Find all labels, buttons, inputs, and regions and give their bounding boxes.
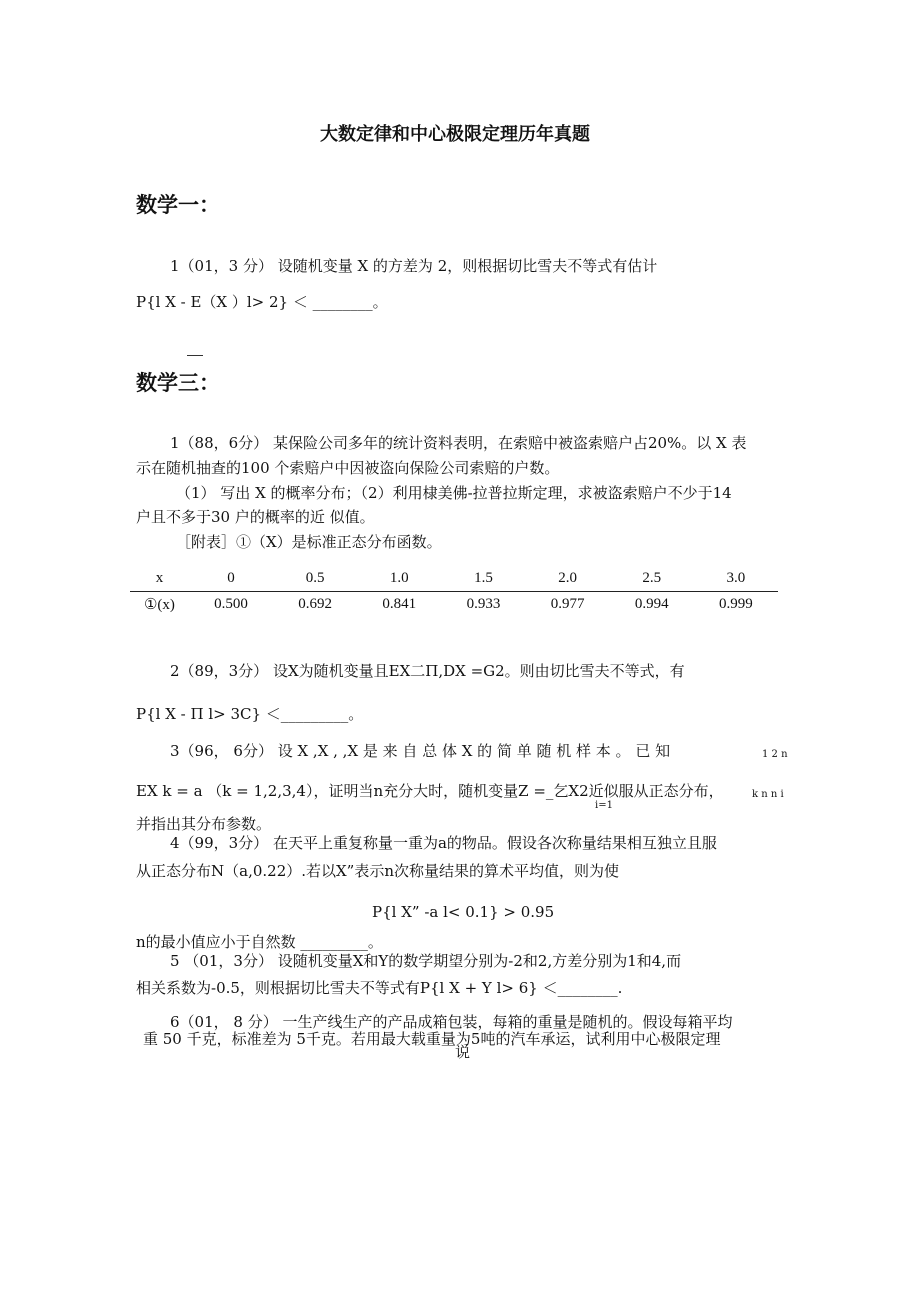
math3-q1-line1: 1（88，6分） 某保险公司多年的统计资料表明，在索赔中被盗索赔户占20%。以 X 表 <box>170 434 747 452</box>
math3-q1-line4: 户且不多于30 户的概率的近 似值。 <box>136 508 375 526</box>
table-cell: ①(x) <box>143 596 175 613</box>
math3-q4-line2: 从正态分布N（a,0.22）.若以X”表示n次称量结果的算术平均值，则为使 <box>136 862 620 880</box>
section-heading-math1: 数学一： <box>136 193 220 217</box>
math3-q2-line1: 2（89，3分） 设X为随机变量且EX二Π,DX =G2。则由切比雪夫不等式，有 <box>170 662 685 680</box>
table-header-row <box>130 566 778 590</box>
table-cell: 0.999 <box>719 595 753 612</box>
math3-q3-line3: 并指出其分布参数。 <box>136 815 272 833</box>
table-cell: 0.692 <box>298 595 333 612</box>
math3-q3-subscript-3: i=1 <box>595 800 613 811</box>
math3-q6-line1: 6（01， 8 分） 一生产线生产的产品成箱包装，每箱的重量是随机的。假设每箱平均 <box>170 1013 733 1031</box>
math3-q5-line2: 相关系数为-0.5，则根据切比雪夫不等式有P{l X + Y l> 6} ＜________. <box>136 979 623 997</box>
table-cell: 2.5 <box>642 569 662 586</box>
math3-q6-line2: 重 50 千克，标准差为 5千克。若用最大载重量为5吨的汽车承运，试利用中心极限定理 <box>143 1030 721 1048</box>
math3-q3-subscript-2: k n n i <box>752 789 784 800</box>
table-cell: 0.5 <box>305 569 325 586</box>
math3-q1-line2: 示在随机抽查的100 个索赔户中因被盗向保险公司索赔的户数。 <box>136 459 560 477</box>
math3-q2-line2: P{l X - Π l> 3C} ＜_________。 <box>136 705 364 723</box>
table-cell: 1.5 <box>474 569 493 586</box>
table-cell: x <box>155 569 164 586</box>
math3-q5-line1: 5 （01，3分） 设随机变量X和Y的数学期望分别为-2和2,方差分别为1和4,而 <box>170 952 682 970</box>
section-heading-math3: 数学三： <box>136 371 220 395</box>
math1-q1-line2: P{l X - E（X ）l> 2} ＜ ________。 <box>136 293 388 311</box>
math3-q3-subscript-1: 1 2 n <box>762 749 788 760</box>
table-cell: 0 <box>227 569 235 586</box>
math3-q6-overlap-char: 说 <box>455 1043 471 1061</box>
math3-q1-line5: ［附表］①（X）是标准正态分布函数。 <box>176 533 442 551</box>
math3-q4-line3: n的最小值应小于自然数 _________。 <box>136 933 383 951</box>
table-cell: 3.0 <box>726 569 746 586</box>
table-cell: 0.841 <box>382 595 417 612</box>
math3-q3-line2: EX k = a （k = 1,2,3,4），证明当n充分大时，随机变量Z =_乞X2近似服从正态分布， <box>136 782 724 800</box>
table-cell: 0.933 <box>466 595 501 612</box>
math1-q1-line1: 1（01，3 分） 设随机变量 X 的方差为 2，则根据切比雪夫不等式有估计 <box>170 257 658 275</box>
math3-q4-line1: 4（99，3分） 在天平上重复称量一重为a的物品。假设各次称量结果相互独立且服 <box>170 834 717 852</box>
table-cell: 0.977 <box>550 595 585 612</box>
math3-q3-line1: 3（96， 6分） 设 X ,X , ,X 是 来 自 总 体 X 的 简 单 随 机 样 本 。 已 知 <box>170 742 671 760</box>
normal-distribution-table <box>130 566 778 616</box>
table-cell: 0.500 <box>214 595 248 612</box>
document-title: 大数定律和中心极限定理历年真题 <box>320 124 590 145</box>
math3-q4-formula: P{l X” -a l< 0.1} > 0.95 <box>372 903 555 921</box>
math3-q1-line3: （1） 写出 X 的概率分布；（2）利用棣美佛-拉普拉斯定理，求被盗索赔户不少于14 <box>176 484 732 502</box>
table-cell: 0.994 <box>634 595 669 612</box>
table-cell: 1.0 <box>389 569 409 586</box>
stray-dash <box>187 355 203 356</box>
table-cell: 2.0 <box>558 569 577 586</box>
table-value-row <box>130 592 778 616</box>
